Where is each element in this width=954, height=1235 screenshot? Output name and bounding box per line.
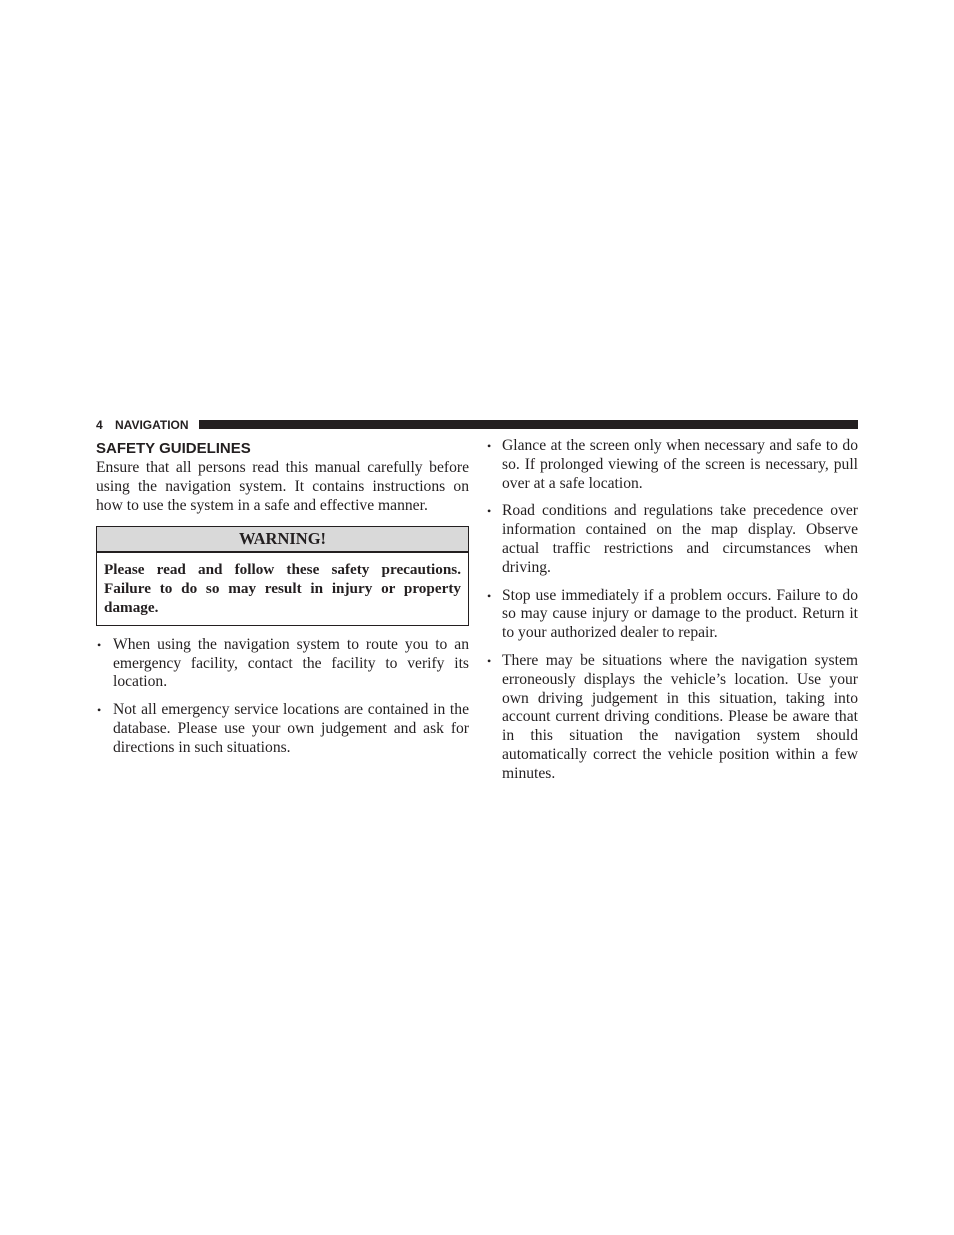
list-item-text: When using the navigation system to route you to an emergency facility, contact the facility to verify its location. <box>113 635 469 691</box>
bullet-icon: • <box>487 439 492 453</box>
left-bullet-list <box>96 636 469 758</box>
list-item-text: Stop use immediately if a problem occurs. Failure to do so may cause injury or damage to the product. Return it to your authorized dealer to repair. <box>502 586 858 642</box>
right-bullet-list <box>486 437 858 784</box>
list-item <box>96 701 469 757</box>
list-item-text: Glance at the screen only when necessary and safe to do so. If prolonged viewing of the screen is necessary, pull over at a safe location. <box>502 437 858 492</box>
list-item <box>486 652 858 784</box>
bullet-icon: • <box>487 653 492 668</box>
bullet-icon: • <box>487 504 492 519</box>
list-item <box>96 636 469 692</box>
warning-title: WARNING! <box>97 527 468 553</box>
section-heading: SAFETY GUIDELINES <box>96 440 251 457</box>
page-header <box>96 417 858 433</box>
list-item <box>486 437 858 493</box>
list-item-text: Road conditions and regulations take precedence over information contained on the map display. Observe actual traffic restrictions and circumstances when driving. <box>502 502 858 576</box>
bullet-icon: • <box>487 588 492 603</box>
header-rule <box>199 420 858 429</box>
intro-paragraph: Ensure that all persons read this manual carefully before using the navigation system. It contains instructions on how to use the system in a safe and effective manner. <box>96 459 469 514</box>
warning-box <box>96 526 469 625</box>
bullet-icon: • <box>97 703 102 718</box>
left-column <box>96 437 469 758</box>
list-item-text: Not all emergency service locations are contained in the database. Please use your own judgement and ask for directions in such situations. <box>113 701 469 756</box>
list-item <box>486 502 858 577</box>
right-column <box>486 437 858 784</box>
bullet-icon: • <box>97 637 102 652</box>
list-item <box>486 587 858 643</box>
list-item-text: There may be situations where the navigation system erroneously displays the vehicle’s location. Use your own driving judgement in this situation, taking into account current driving conditions. Please be aware that in this situation the navigation system should automatically correct the vehicle position within a few minutes. <box>502 651 858 782</box>
section-name: NAVIGATION <box>115 418 189 432</box>
warning-text: Please read and follow these safety precautions. Failure to do so may result in injury or property damage. <box>104 561 461 616</box>
page-number: 4 <box>96 418 103 432</box>
